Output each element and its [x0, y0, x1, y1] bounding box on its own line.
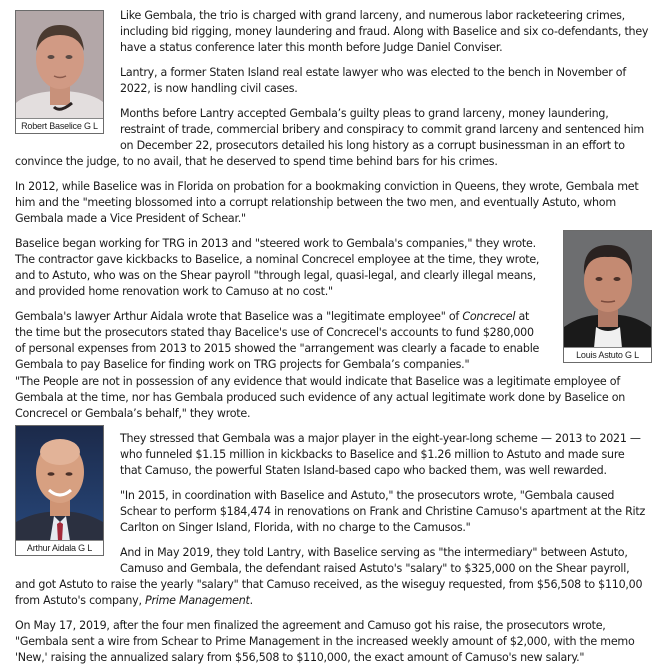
- text-line: Gembala at the time, nor has Gembala produced such evidence of any actual legitimate work done by Baselice on: [15, 391, 626, 404]
- company-name: Concrecel: [462, 310, 516, 323]
- text-line: have a status conference later this month before Judge Daniel Conviser.: [120, 41, 503, 54]
- company-name: Prime Management: [145, 594, 250, 607]
- photo-arthur-aidala: [15, 425, 104, 556]
- text-run: .: [249, 594, 253, 607]
- text-line: Lantry, a former Staten Island real estate lawyer who was elected to the bench in November of: [120, 66, 626, 79]
- photo-caption: Robert Baselice G L: [16, 118, 103, 133]
- text-line: Concrecel or Gembala’s behalf," they wrote.: [15, 407, 251, 420]
- text-line: convince the judge, to no avail, that he deserved to spend time behind bars for his crimes.: [15, 155, 498, 168]
- text-run: from Astuto's company,: [15, 594, 146, 607]
- photo-robert-baselice: [15, 10, 104, 134]
- text-line: Gembala to pay Baselice for finding work on TRG projects for Gembala’s companies.": [15, 358, 470, 371]
- text-line: who funneled $1.15 million in kickbacks to Baselice and $1.26 million to Astuto and made sure: [120, 448, 625, 461]
- text-line: that Camuso, the powerful Staten Island-based capo who backed them, was well rewarded.: [120, 464, 607, 477]
- text-line: and to Astuto, who was on the Shear payroll "through legal, quasi-legal, and clearly illegal means,: [15, 269, 536, 282]
- text-line: and provided home renovation work to Camuso at no cost.": [15, 285, 333, 298]
- text-line: And in May 2019, they told Lantry, with Baselice serving as "the intermediary" between Astuto,: [120, 546, 628, 559]
- text-line: Carlton on Singer Island, Florida, with no charge to the Camusos.": [120, 521, 471, 534]
- text-line: him and the "meeting blossomed into a corrupt relationship between the two men, and eventually Astuto, whom: [15, 196, 616, 209]
- text-line: Months before Lantry accepted Gembala’s guilty pleas to grand larceny, money laundering,: [120, 107, 609, 120]
- text-line: of personal expenses from 2013 to 2015 showed the "arrangement was clearly a facade to enable: [15, 342, 540, 355]
- text-line: on December 22, prosecutors detailed his long history as a corrupt businessman in an effort to: [120, 139, 625, 152]
- photo-louis-astuto: [563, 230, 652, 363]
- text-line: [15, 593, 253, 609]
- text-line: Camuso and Gembala, the defendant raised Astuto's "salary" to $325,000 on the Shear payroll,: [120, 562, 630, 575]
- text-line: "In 2015, in coordination with Baselice and Astuto," the prosecutors wrote, "Gembala caused: [120, 489, 615, 502]
- text-line: On May 17, 2019, after the four men finalized the agreement and Camuso got his raise, the prosecutors wrote,: [15, 619, 606, 632]
- text-line: Schear to perform $184,474 in renovations on Frank and Christine Camuso's apartment at the Ritz: [120, 505, 646, 518]
- text-line: Gembala made a Vice President of Schear.": [15, 212, 246, 225]
- text-line: In 2012, while Baselice was in Florida on probation for a bookmaking conviction in Queens, they wrote, Gembala met: [15, 180, 639, 193]
- portrait-photo-icon: [16, 426, 103, 541]
- text-line: [15, 309, 529, 325]
- text-run: at: [515, 310, 530, 323]
- mugshot-photo-icon: [564, 231, 651, 348]
- text-line: including bid rigging, money laundering and fraud. Along with Baselice and six co-defendants, they: [120, 25, 649, 38]
- photo-caption: Arthur Aidala G L: [16, 540, 103, 555]
- mugshot-photo-icon: [16, 11, 103, 119]
- text-line: They stressed that Gembala was a major player in the eight-year-long scheme — 2013 to 2021 —: [120, 432, 641, 445]
- text-line: restraint of trade, commercial bribery and conspiracy to commit grand larceny and sentenced him: [120, 123, 644, 136]
- text-line: "Gembala sent a wire from Schear to Prime Management in the increased weekly amount of $2,000, with the memo: [15, 635, 635, 648]
- text-line: "The People are not in possession of any evidence that would indicate that Baselice was a legitimate employee of: [15, 375, 620, 388]
- text-line: the time but the prosecutors stated thay Bacelice's use of Concrecel's accounts to fund $280,000: [15, 326, 534, 339]
- text-line: The contractor gave kickbacks to Baselice, a nominal Concrecel employee at the time, they wrote,: [15, 253, 540, 266]
- photo-caption: Louis Astuto G L: [564, 347, 651, 362]
- text-line: and got Astuto to raise the yearly "salary" that Camuso received, as the wiseguy requested, from $56,508 to $110,00: [15, 578, 643, 591]
- text-line: 2022, is now handling civil cases.: [120, 82, 298, 95]
- text-run: Gembala's lawyer Arthur Aidala wrote that Baselice was a "legitimate employee" of: [15, 310, 463, 323]
- text-line: 'New,' raising the annualized salary from $56,508 to $110,000, the exact amount of Camuso's new salary.": [15, 651, 585, 664]
- text-line: Baselice began working for TRG in 2013 and "steered work to Gembala's companies," they wrote.: [15, 237, 536, 250]
- text-line: Like Gembala, the trio is charged with grand larceny, and numerous labor racketeering crimes,: [120, 9, 625, 22]
